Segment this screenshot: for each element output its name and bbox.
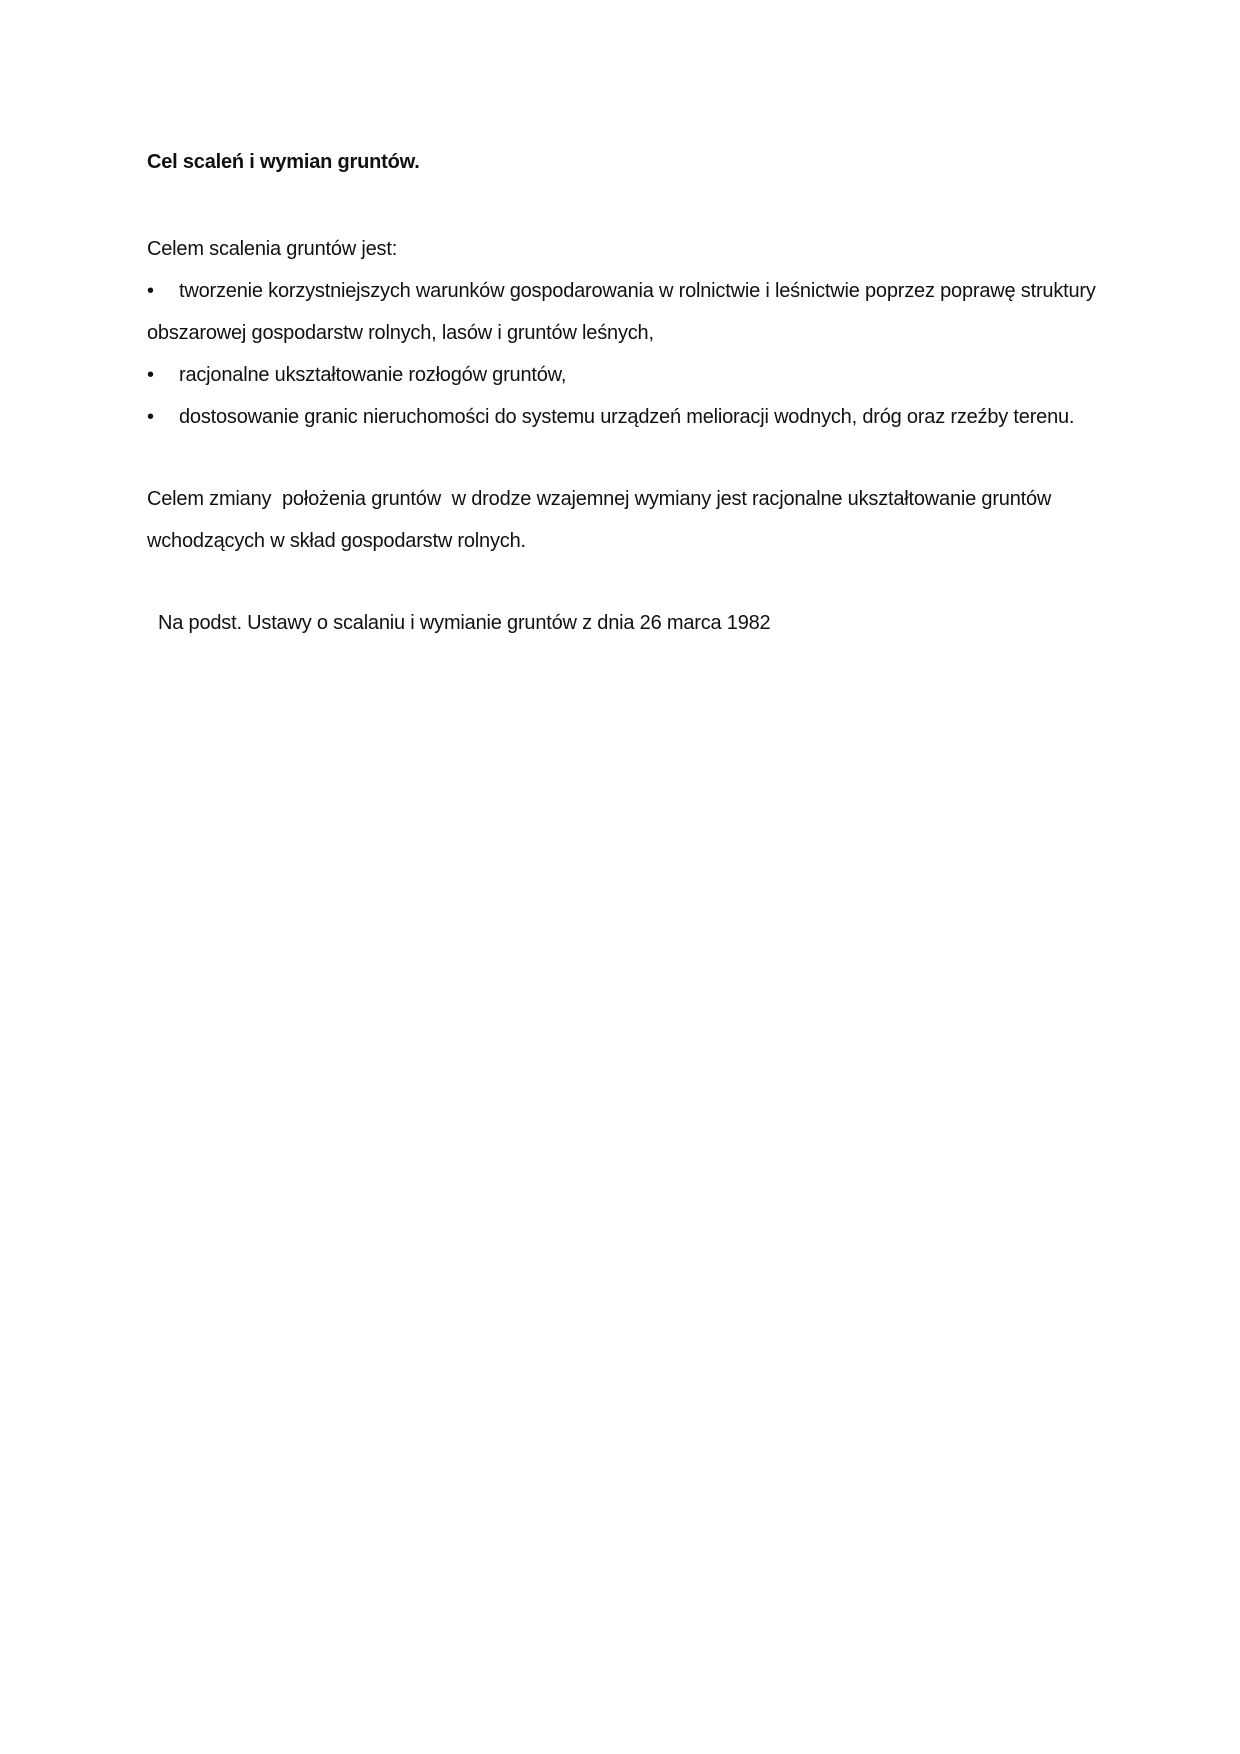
intro-paragraph: Celem scalenia gruntów jest: [147, 238, 398, 260]
bullet-icon: • [147, 406, 154, 428]
document-content [147, 144, 1107, 644]
exchange-paragraph: Celem zmiany położenia gruntów w drodze wzajemnej wymiany jest racjonalne ukształtowanie gruntów wchodzących w skład gospodarstw rolnych. [147, 488, 1057, 552]
list-item [147, 396, 1107, 438]
source-note: Na podst. Ustawy o scalaniu i wymianie gruntów z dnia 26 marca 1982 [158, 612, 771, 634]
bullet-icon: • [147, 364, 154, 386]
bullet-icon: • [147, 280, 154, 302]
list-item-text: tworzenie korzystniejszych warunków gospodarowania w rolnictwie i leśnictwie poprzez poprawę struktury obszarowej gospodarstw rolnych, lasów i gruntów leśnych, [147, 280, 1096, 344]
list-item-text: dostosowanie granic nieruchomości do systemu urządzeń melioracji wodnych, dróg oraz rzeźby terenu. [179, 406, 1075, 428]
list-item-text: racjonalne ukształtowanie rozłogów gruntów, [179, 364, 567, 386]
goals-list [147, 270, 1107, 438]
list-item [147, 354, 1107, 396]
list-item [147, 270, 1107, 354]
document-title: Cel scaleń i wymian gruntów. [147, 151, 420, 173]
